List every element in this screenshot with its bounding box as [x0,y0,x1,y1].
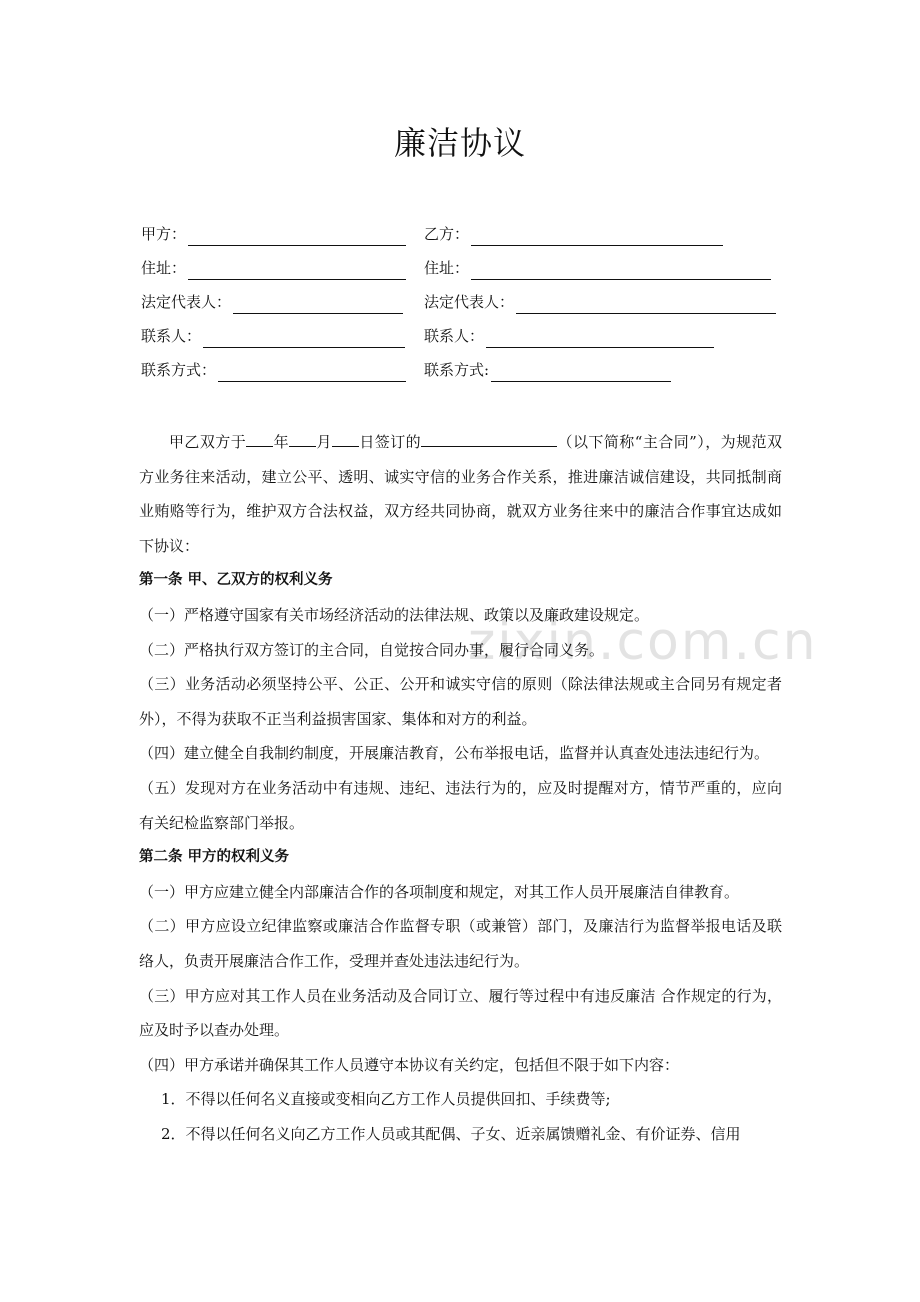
contact-info-b-row [424,358,671,382]
intro-text-2: 年 [273,433,290,451]
watermark: zixin.com.cn [468,612,818,672]
intro-paragraph [139,425,782,563]
legal-rep-b-row [424,290,776,314]
party-row-3 [141,290,403,314]
legal-rep-a-field[interactable] [233,295,403,314]
contact-b-field[interactable] [486,329,714,348]
party-b-field[interactable] [471,227,723,246]
party-row-1 [141,222,406,246]
address-a-label: 住址： [141,259,187,277]
party-b-row [424,222,723,246]
intro-text-1: 甲乙双方于 [169,433,247,451]
article-2-heading: 第二条 甲方的权利义务 [139,849,290,866]
contact-info-b-label: 联系方式: [424,361,490,379]
party-a-label: 甲方： [141,225,187,243]
agreement-body [139,425,782,1151]
party-row-4 [141,324,405,348]
article-2-subitem-1: 1．不得以任何名义直接或变相向乙方工作人员提供回扣、手续费等; [161,1090,611,1109]
legal-rep-a-label: 法定代表人： [141,293,232,311]
contact-info-a-label: 联系方式： [141,361,217,379]
article-1-item-5: （五）发现对方在业务活动中有违规、违纪、违法行为的，应及时提醒对方，情节严重的，应向有关纪检监察部门举报。 [139,778,782,832]
article-2-subitem-2: 2．不得以任何名义向乙方工作人员或其配偶、子女、近亲属馈赠礼金、有价证券、信用 [161,1124,741,1143]
article-1-item-3: （三）业务活动必须坚持公平、公正、公开和诚实守信的原则（除法律法规或主合同另有规定者外），不得为获取不正当利益损害国家、集体和对方的利益。 [139,675,782,728]
article-1-heading: 第一条 甲、乙双方的权利义务 [139,572,333,589]
legal-rep-b-label: 法定代表人： [424,293,515,311]
address-b-field[interactable] [471,261,771,280]
article-1-item-1: （一）严格遵守国家有关市场经济活动的法律法规、政策以及廉政建设规定。 [139,605,650,624]
article-2-item-2: （二）甲方应设立纪律监察或廉洁合作监督专职（或兼管）部门，及廉洁行为监督举报电话及联络人，负责开展廉洁合作工作，受理并查处违法违纪行为。 [139,917,782,970]
intro-text-5: （以下简称“主合同”），为规范双方业务往来活动，建立公平、透明、诚实守信的业务合作关系，推进廉洁诚信建设，共同抵制商业贿赂等行为，维护双方合法权益，双方经共同协商，就双方业务往来中的廉洁合作事宜达成如下协议： [139,433,782,555]
contact-info-a-field[interactable] [218,363,406,382]
article-2-item-4: （四）甲方承诺并确保其工作人员遵守本协议有关约定，包括但不限于如下内容： [139,1055,680,1074]
article-1-item-2: （二）严格执行双方签订的主合同，自觉按合同办事，履行合同义务。 [139,640,605,659]
party-row-2 [141,256,406,280]
day-blank[interactable] [332,430,359,447]
address-a-field[interactable] [188,261,406,280]
contact-a-field[interactable] [203,329,405,348]
intro-text-4: 日签订的 [358,433,422,451]
intro-text-3: 月 [316,433,332,451]
article-1-item-4: （四）建立健全自我制约制度，开展廉洁教育，公布举报电话，监督并认真查处违法违纪行为。 [139,744,770,763]
month-blank[interactable] [289,430,316,447]
party-a-field[interactable] [188,227,406,246]
contract-name-blank[interactable] [421,430,557,447]
article-2-item-3: （三）甲方应对其工作人员在业务活动及合同订立、履行等过程中有违反廉洁 合作规定的行为，应及时予以查办处理。 [139,986,782,1040]
year-blank[interactable] [246,430,273,447]
party-row-5 [141,358,406,382]
article-2-item-1: （一）甲方应建立健全内部廉洁合作的各项制度和规定，对其工作人员开展廉洁自律教育。 [139,882,740,901]
contact-b-row [424,324,714,348]
legal-rep-b-field[interactable] [516,295,776,314]
address-b-row [424,256,771,280]
contact-b-label: 联系人： [424,327,485,345]
address-b-label: 住址： [424,259,470,277]
document-title: 廉洁协议 [393,124,526,162]
contact-info-b-field[interactable] [491,363,671,382]
party-b-label: 乙方： [424,225,470,243]
contact-a-label: 联系人： [141,327,202,345]
